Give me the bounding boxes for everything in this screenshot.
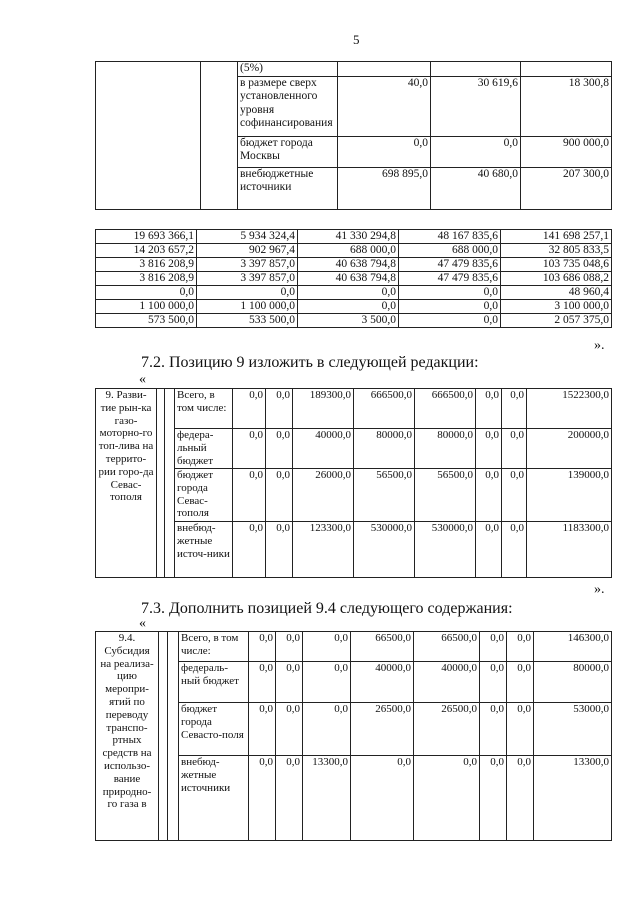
cell-value: 0,0 <box>480 632 507 662</box>
cell-value: 13300,0 <box>303 756 351 841</box>
cell-value <box>338 62 431 77</box>
funding-source: федераль-ный бюджет <box>179 662 249 703</box>
row-label: (5%) <box>238 62 338 77</box>
cell-value: 47 479 835,6 <box>399 272 501 286</box>
opening-quote: « <box>139 372 146 387</box>
cell-value: 40,0 <box>338 76 431 136</box>
funding-source: Всего, в том числе: <box>175 389 233 429</box>
cell-value: 40 638 794,8 <box>298 272 399 286</box>
cell-value: 1 100 000,0 <box>197 300 298 314</box>
cell-value: 40000,0 <box>293 429 354 469</box>
cell-value: 40 638 794,8 <box>298 258 399 272</box>
cell-value: 0,0 <box>351 756 414 841</box>
cell-value: 80000,0 <box>354 429 415 469</box>
cell-value: 0,0 <box>480 756 507 841</box>
cell-value: 1183300,0 <box>527 522 612 578</box>
cell-value: 48 960,4 <box>501 286 612 300</box>
cell-value: 698 895,0 <box>338 167 431 209</box>
closing-quote: ». <box>594 338 605 353</box>
cell-value: 26000,0 <box>293 469 354 522</box>
empty-cell <box>157 389 165 578</box>
closing-quote: ». <box>594 582 605 597</box>
empty-cell <box>168 632 179 841</box>
cell-value: 3 397 857,0 <box>197 258 298 272</box>
cell-value: 0,0 <box>303 632 351 662</box>
cell-value: 66500,0 <box>414 632 480 662</box>
cell-value: 139000,0 <box>527 469 612 522</box>
cell-value: 56500,0 <box>354 469 415 522</box>
cell-value: 0,0 <box>233 522 266 578</box>
cell-value: 0,0 <box>507 632 534 662</box>
cell-value: 0,0 <box>502 469 527 522</box>
cell-value: 0,0 <box>476 522 502 578</box>
cell-value: 3 100 000,0 <box>501 300 612 314</box>
cell-value: 0,0 <box>276 703 303 756</box>
cell-value: 0,0 <box>480 662 507 703</box>
cell-value: 0,0 <box>480 703 507 756</box>
cell-value: 0,0 <box>298 286 399 300</box>
cell-value: 900 000,0 <box>521 136 612 167</box>
section-7-3-heading: 7.3. Дополнить позицией 9.4 следующего содержания: <box>141 600 513 617</box>
position-9-table <box>95 388 612 578</box>
funding-source: внебюд-жетные источники <box>179 756 249 841</box>
cell-value: 0,0 <box>276 756 303 841</box>
cell-value: 13300,0 <box>534 756 612 841</box>
position-label: 9. Разви-тие рын-ка газо-моторно-го топ-лива на террито-рии горо-да Севас-тополя <box>96 389 157 578</box>
cell-value: 30 619,6 <box>431 76 521 136</box>
cell-value: 0,0 <box>298 300 399 314</box>
cell-value: 0,0 <box>233 429 266 469</box>
cell-value: 0,0 <box>249 703 276 756</box>
cell-value: 530000,0 <box>354 522 415 578</box>
empty-cell <box>165 389 175 578</box>
cell-value: 26500,0 <box>414 703 480 756</box>
cell-value: 0,0 <box>502 522 527 578</box>
cell-value: 103 686 088,2 <box>501 272 612 286</box>
position-9-4-table <box>95 631 612 841</box>
cell-value: 1 100 000,0 <box>96 300 197 314</box>
cell-value: 0,0 <box>249 632 276 662</box>
cell-value: 0,0 <box>266 429 293 469</box>
cell-value: 0,0 <box>476 389 502 429</box>
cell-value: 0,0 <box>233 469 266 522</box>
section-7-2-heading: 7.2. Позицию 9 изложить в следующей редакции: <box>141 354 479 371</box>
cell-value: 1522300,0 <box>527 389 612 429</box>
empty-cell <box>96 62 201 210</box>
cell-value: 666500,0 <box>415 389 476 429</box>
cell-value: 0,0 <box>399 314 501 328</box>
cell-value: 14 203 657,2 <box>96 244 197 258</box>
empty-cell <box>201 62 238 210</box>
cell-value: 902 967,4 <box>197 244 298 258</box>
funding-source: внебюд-жетные источ-ники <box>175 522 233 578</box>
cell-value: 56500,0 <box>415 469 476 522</box>
cell-value: 0,0 <box>431 136 521 167</box>
cell-value: 207 300,0 <box>521 167 612 209</box>
cell-value: 0,0 <box>276 662 303 703</box>
cell-value: 41 330 294,8 <box>298 230 399 244</box>
cell-value: 146300,0 <box>534 632 612 662</box>
cell-value: 0,0 <box>233 389 266 429</box>
cell-value: 32 805 833,5 <box>501 244 612 258</box>
row-label: внебюджетные источники <box>238 167 338 209</box>
cell-value: 0,0 <box>276 632 303 662</box>
cell-value: 2 057 375,0 <box>501 314 612 328</box>
page-number: 5 <box>353 32 360 47</box>
cell-value: 573 500,0 <box>96 314 197 328</box>
cell-value: 0,0 <box>96 286 197 300</box>
cell-value: 0,0 <box>502 429 527 469</box>
cell-value: 0,0 <box>502 389 527 429</box>
opening-quote: « <box>139 616 146 631</box>
cell-value: 200000,0 <box>527 429 612 469</box>
row-label: бюджет города Москвы <box>238 136 338 167</box>
cell-value: 3 500,0 <box>298 314 399 328</box>
cell-value: 0,0 <box>249 756 276 841</box>
cell-value: 66500,0 <box>351 632 414 662</box>
cell-value: 80000,0 <box>415 429 476 469</box>
cell-value: 189300,0 <box>293 389 354 429</box>
cell-value <box>521 62 612 77</box>
funding-source: федера-льный бюджет <box>175 429 233 469</box>
cell-value: 0,0 <box>266 522 293 578</box>
cell-value: 40 680,0 <box>431 167 521 209</box>
funding-source: бюджет города Севас-тополя <box>175 469 233 522</box>
cell-value: 103 735 048,6 <box>501 258 612 272</box>
cell-value: 0,0 <box>249 662 276 703</box>
cell-value: 80000,0 <box>534 662 612 703</box>
cell-value: 0,0 <box>266 389 293 429</box>
cell-value <box>431 62 521 77</box>
cell-value: 3 397 857,0 <box>197 272 298 286</box>
cell-value: 19 693 366,1 <box>96 230 197 244</box>
funding-source: Всего, в том числе: <box>179 632 249 662</box>
cell-value: 48 167 835,6 <box>399 230 501 244</box>
cell-value: 0,0 <box>399 300 501 314</box>
cell-value: 533 500,0 <box>197 314 298 328</box>
cell-value: 3 816 208,9 <box>96 258 197 272</box>
cell-value: 688 000,0 <box>399 244 501 258</box>
cell-value: 18 300,8 <box>521 76 612 136</box>
cell-value: 0,0 <box>338 136 431 167</box>
cell-value: 47 479 835,6 <box>399 258 501 272</box>
cell-value: 40000,0 <box>351 662 414 703</box>
row-label: в размере сверх установленного уровня софинансирования <box>238 76 338 136</box>
funding-table-continuation <box>95 61 612 210</box>
funding-source: бюджет города Севасто-поля <box>179 703 249 756</box>
cell-value: 0,0 <box>303 703 351 756</box>
totals-table <box>95 229 612 328</box>
cell-value: 0,0 <box>507 756 534 841</box>
position-label: 9.4. Субсидия на реализа-цию меропри-ятий по переводу транспо-ртных средств на использо-вание природно-го газа в <box>96 632 159 841</box>
cell-value: 0,0 <box>476 429 502 469</box>
cell-value: 26500,0 <box>351 703 414 756</box>
cell-value: 123300,0 <box>293 522 354 578</box>
cell-value: 530000,0 <box>415 522 476 578</box>
cell-value: 3 816 208,9 <box>96 272 197 286</box>
cell-value: 688 000,0 <box>298 244 399 258</box>
cell-value: 0,0 <box>414 756 480 841</box>
cell-value: 0,0 <box>507 703 534 756</box>
cell-value: 141 698 257,1 <box>501 230 612 244</box>
cell-value: 0,0 <box>399 286 501 300</box>
cell-value: 666500,0 <box>354 389 415 429</box>
empty-cell <box>159 632 168 841</box>
cell-value: 0,0 <box>476 469 502 522</box>
cell-value: 40000,0 <box>414 662 480 703</box>
cell-value: 0,0 <box>197 286 298 300</box>
cell-value: 0,0 <box>507 662 534 703</box>
cell-value: 53000,0 <box>534 703 612 756</box>
cell-value: 5 934 324,4 <box>197 230 298 244</box>
cell-value: 0,0 <box>303 662 351 703</box>
cell-value: 0,0 <box>266 469 293 522</box>
